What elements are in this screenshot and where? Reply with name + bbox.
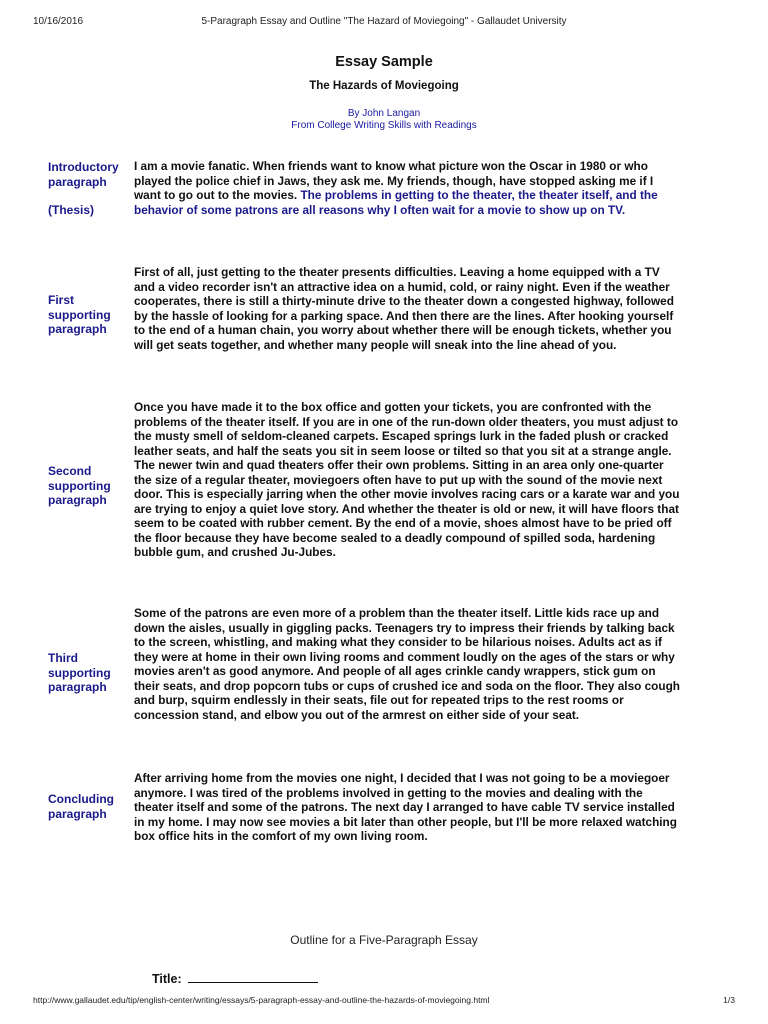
third-supporting-label: Third supporting paragraph — [48, 651, 111, 694]
first-supporting-label: First supporting paragraph — [48, 293, 111, 336]
essay-title: The Hazards of Moviegoing — [309, 80, 459, 92]
title-blank-line — [188, 970, 318, 983]
outline-title-label: Title: — [152, 972, 182, 986]
outline-title-field — [152, 970, 318, 986]
page-url: http://www.gallaudet.edu/tip/english-center/writing/essays/5-paragraph-essay-and-outline-the-hazards-of-moviegoing.html — [33, 995, 490, 1005]
third-supporting-paragraph: Some of the patrons are even more of a problem than the theater itself. Little kids race up and down the aisles, usually in giggling packs. Teenagers try to impress their friends by talking back to the screen, whistling, and making what they consider to be hilarious noises. Adults act as if they were at home in their own living rooms and comment loudly on the ages of the stars or why movies aren't as good anymore. And people of all ages crinkle candy wrappers, stick gum on their seats, and drop popcorn tubs or cups of crushed ice and soda on the floor. They also cough and burp, squirm endlessly in their seats, file out for repeated trips to the rest rooms or concession stand, and elbow you out of the armrest on either side of your seat. — [134, 606, 681, 722]
concluding-paragraph: After arriving home from the movies one night, I decided that I was not going to be a moviegoer anymore. I was tired of the problems involved in getting to the movies and dealing with the theater itself and some of the patrons. The next day I arranged to have cable TV service installed in my home. I may now see movies a bit later than other people, but I'll be more relaxed watching box office hits in the comfort of my own living room. — [134, 771, 677, 843]
intro-label — [48, 160, 128, 218]
outline-title: Outline for a Five-Paragraph Essay — [290, 933, 478, 947]
source-link[interactable]: From College Writing Skills with Readings — [291, 120, 477, 131]
intro-paragraph — [134, 159, 682, 217]
first-supporting-paragraph: First of all, just getting to the theater presents difficulties. Leaving a home equipped with a TV and a video recorder isn't an attractive idea on a humid, cold, or rainy night. Even if the weather cooperates, there is still a thirty-minute drive to the theater down a congested highway, followed by the hassle of looking for a parking space. And then there are the lines. After hooking yourself to the end of a human chain, you worry about whether there will be enough tickets, whether you will get seats together, and whether many people will sneak into the line ahead of you. — [134, 265, 674, 352]
page-number: 1/3 — [723, 995, 735, 1005]
second-supporting-paragraph: Once you have made it to the box office and gotten your tickets, you are confronted with the problems of the theater itself. If you are in one of the run-down older theaters, you must adjust to the musty smell of seldom-cleaned carpets. Escaped springs lurk in the faded plush or cracked leather seats, and half the seats you sit in seem loose or tilted so that you sit at a strange angle. The newer twin and quad theaters offer their own problems. Sitting in an area only one-quarter the size of a regular theater, moviegoers often have to put up with the sound of the movie next door. This is especially jarring when the other movie involves racing cars or a karate war and you are trying to enjoy a quiet love story. And whether the theater is old or new, it will have floors that seem to be coated with rubber cement. By the end of a movie, shoes almost have to be pried off the floor because they have become sealed to a deadly compound of spilled soda, hardening bubble gum, and crushed Ju-Jubes. — [134, 400, 680, 559]
essay-heading: Essay Sample — [335, 54, 433, 70]
intro-text: I am a movie fanatic. When friends want to know what picture won the Oscar in 1980 or who played the police chief in Jaws, they ask me. My friends, though, have stopped asking me if I want to go out to the movies. — [134, 159, 654, 202]
print-page-title: 5-Paragraph Essay and Outline "The Hazard of Moviegoing" - Gallaudet University — [201, 16, 567, 27]
author-link[interactable]: By John Langan — [347, 108, 421, 119]
byline — [0, 108, 768, 132]
thesis-label: (Thesis) — [48, 203, 95, 217]
intro-label-text: Introductory paragraph — [48, 160, 119, 189]
concluding-label: Concluding paragraph — [48, 792, 114, 821]
second-supporting-label: Second supporting paragraph — [48, 464, 111, 507]
thesis-statement: The problems in getting to the theater, the theater itself, and the behavior of some patrons are all reasons why I often wait for a movie to show up on TV. — [134, 188, 658, 217]
print-date: 10/16/2016 — [33, 16, 84, 27]
